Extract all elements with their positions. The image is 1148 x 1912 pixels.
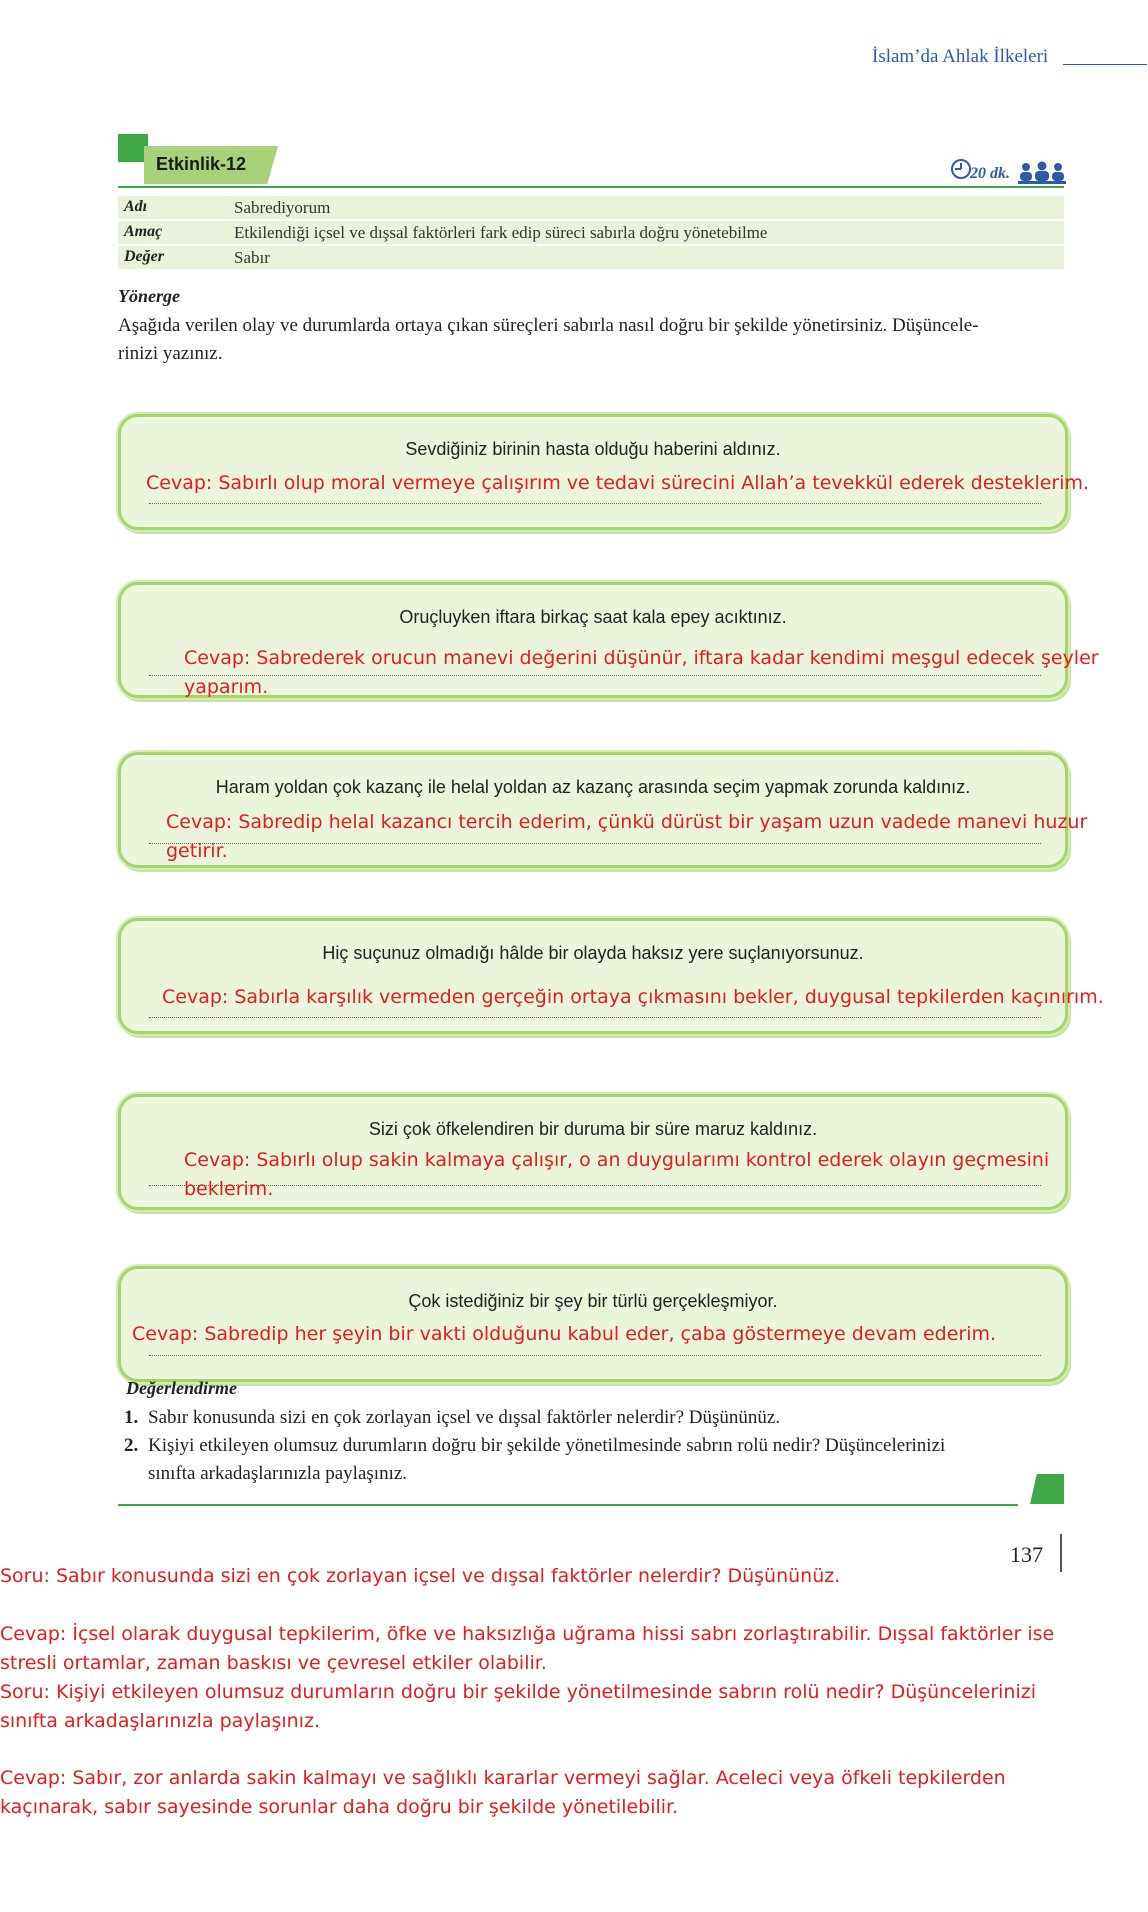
page-number: 137 (1010, 1542, 1043, 1567)
scenario-question: Sizi çok öfkelendiren bir duruma bir süre maruz kaldınız. (368, 1119, 818, 1139)
info-value: Sabır (234, 248, 270, 267)
evaluation-number: 2. (124, 1435, 139, 1456)
qa-line: kaçınarak, sabır sayesinde sorunlar daha doğru bir şekilde yönetilebilir. (0, 1796, 679, 1818)
instructions-line: rinizi yazınız. (118, 343, 223, 364)
answer-text: Cevap: Sabırlı olup sakin kalmaya çalışır, o an duygularımı kontrol ederek olayın geçmesini (184, 1149, 1050, 1171)
instructions-line: Aşağıda verilen olay ve durumlarda ortaya çıkan süreçleri sabırla nasıl doğru bir şekilde yönetirsiniz. Düşüncele- (118, 315, 979, 336)
activity-info-table (118, 196, 1064, 271)
qa-line: stresli ortamlar, zaman baskısı ve çevresel etkiler olabilir. (0, 1652, 547, 1674)
activity-marker (118, 134, 148, 162)
answer-block (0, 1620, 1100, 1678)
scenario-question: Çok istediğiniz bir şey bir türlü gerçekleşmiyor. (408, 1291, 778, 1311)
info-value: Sabrediyorum (234, 198, 331, 217)
evaluation-title: Değerlendirme (126, 1378, 237, 1398)
scenario-answer (162, 983, 1104, 1012)
instructions-text (118, 312, 1064, 368)
answer-block (0, 1764, 1100, 1822)
scenario-question: Sevdiğiniz birinin hasta olduğu haberini aldınız. (405, 439, 781, 459)
scenario-answer (146, 469, 1089, 498)
answer-text: beklerim. (184, 1178, 274, 1200)
answer-line (149, 503, 1041, 504)
footer-rule (118, 1504, 1018, 1506)
info-key: Amaç (124, 223, 163, 240)
info-row-name (118, 196, 1064, 219)
answer-text: getirir. (166, 840, 228, 862)
group-work-icon (1018, 160, 1066, 184)
evaluation-text: Sabır konusunda sizi en çok zorlayan içsel ve dışsal faktörler nelerdir? Düşününüz. (148, 1407, 781, 1428)
scenario-answer (184, 1146, 1049, 1204)
scenario-answer (132, 1320, 996, 1349)
scenario-answer (184, 644, 1099, 702)
footer-marker (1030, 1474, 1064, 1504)
scenario-question: Hiç suçunuz olmadığı hâlde bir olayda haksız yere suçlanıyorsunuz. (322, 943, 864, 963)
answer-text: yaparım. (184, 676, 269, 698)
question-block (0, 1562, 1100, 1591)
qa-line: Cevap: Sabır, zor anlarda sakin kalmayı ve sağlıklı kararlar vermeyi sağlar. Aceleci veya öfkeli tepkilerden (0, 1767, 1006, 1789)
evaluation-text: Kişiyi etkileyen olumsuz durumların doğru bir şekilde yönetilmesinde sabrın rolü nedir? Düşüncelerinizi (148, 1435, 946, 1456)
answer-text: Cevap: Sabrederek orucun manevi değerini düşünür, iftara kadar kendimi meşgul edecek şeyler (184, 647, 1099, 669)
qa-line: Cevap: İçsel olarak duygusal tepkilerim, öfke ve haksızlığa uğrama hissi sabrı zorlaştırabilir. Dışsal faktörler ise (0, 1623, 1055, 1645)
activity-title: Etkinlik-12 (156, 154, 247, 174)
evaluation-item (124, 1404, 1024, 1432)
evaluation-item (124, 1432, 1024, 1488)
chapter-title: İslam’da Ahlak İlkeleri (872, 46, 1049, 67)
info-row-value (118, 246, 1064, 269)
scenario-answer (166, 808, 1087, 866)
activity-rule (118, 186, 1064, 188)
answer-text: Cevap: Sabırlı olup moral vermeye çalışırım ve tedavi sürecini Allah’a tevekkül ederek desteklerim. (146, 472, 1090, 494)
evaluation-number: 1. (124, 1407, 139, 1428)
answer-text: Cevap: Sabırla karşılık vermeden gerçeğin ortaya çıkmasını bekler, duygusal tepkilerden kaçınırım. (162, 986, 1104, 1008)
evaluation-text: sınıfta arkadaşlarınızla paylaşınız. (148, 1463, 408, 1484)
info-value: Etkilendiği içsel ve dışsal faktörleri fark edip süreci sabırla doğru yönetebilme (234, 223, 768, 242)
question-block (0, 1678, 1100, 1736)
duration-text: 20 dk. (970, 165, 1010, 182)
qa-line: sınıfta arkadaşlarınızla paylaşınız. (0, 1710, 321, 1732)
duration-indicator (950, 156, 1066, 186)
instructions-title: Yönerge (118, 286, 180, 306)
answer-line (149, 1017, 1041, 1018)
qa-line: Soru: Sabır konusunda sizi en çok zorlayan içsel ve dışsal faktörler nelerdir? Düşününüz. (0, 1565, 841, 1587)
header-rule (1063, 64, 1147, 65)
info-key: Değer (124, 248, 164, 265)
answer-text: Cevap: Sabredip her şeyin bir vakti olduğunu kabul eder, çaba göstermeye devam ederim. (132, 1323, 997, 1345)
answer-text: Cevap: Sabredip helal kazancı tercih ederim, çünkü dürüst bir yaşam uzun vadede manevi huzur (166, 811, 1088, 833)
scenario-box (118, 918, 1068, 1034)
qa-line: Soru: Kişiyi etkileyen olumsuz durumların doğru bir şekilde yönetilmesinde sabrın rolü nedir? Düşüncelerinizi (0, 1681, 1036, 1703)
answer-line (149, 1355, 1041, 1356)
scenario-question: Oruçluyken iftara birkaç saat kala epey acıktınız. (399, 607, 787, 627)
scenario-question: Haram yoldan çok kazanç ile helal yoldan az kazanç arasında seçim yapmak zorunda kaldınız. (215, 777, 971, 797)
clock-icon (950, 158, 972, 180)
info-key: Adı (124, 198, 148, 215)
info-row-aim (118, 221, 1064, 244)
